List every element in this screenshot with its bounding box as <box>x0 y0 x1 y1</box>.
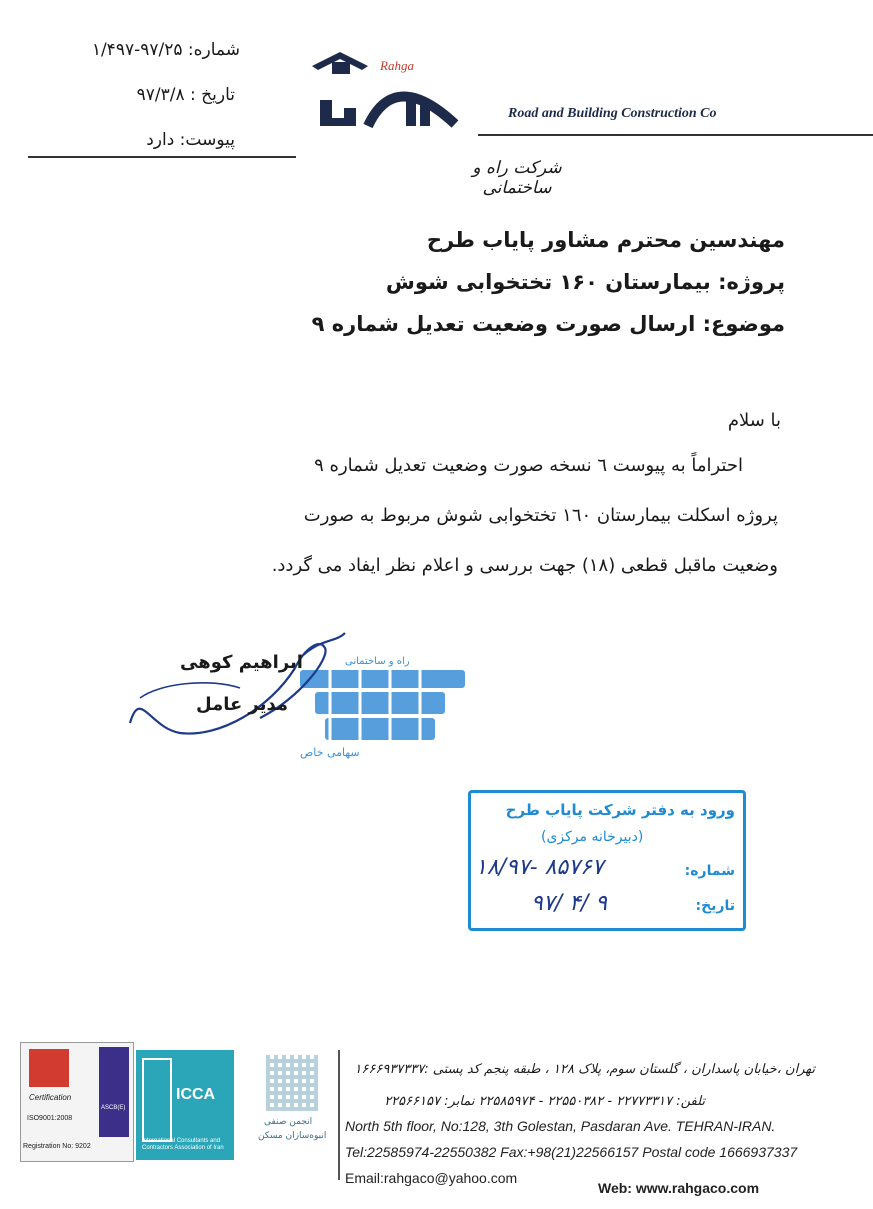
assoc-line-1: انجمن صنفی <box>264 1117 313 1127</box>
letter-attachment: پیوست: دارد <box>146 130 235 150</box>
receipt-stamp-title: ورود به دفتر شرکت پایاب طرح <box>505 801 735 819</box>
icca-caption: International Consultants and Contractors Association of Iran <box>142 1138 224 1151</box>
letter-number: شماره: ۹۷/۲۵-۱/۴۹۷ <box>91 40 240 60</box>
letter-date: تاریخ : ۹۷/۳/۸ <box>136 85 235 105</box>
body-line-1: احتراماً به پیوست ٦ نسخه صورت وضعیت تعدیل شماره ۹ <box>314 455 743 476</box>
seal-subtext: سهامی خاص <box>300 746 360 759</box>
meta-underline <box>28 156 296 158</box>
header-rule <box>478 134 873 136</box>
iso-label: ISO9001:2008 <box>27 1115 73 1122</box>
footer-divider <box>338 1050 340 1180</box>
cert-logo-block <box>29 1049 69 1087</box>
icca-tower-icon <box>142 1058 172 1142</box>
company-name-en: Road and Building Construction Co <box>508 106 717 121</box>
body-line-2: پروژه اسکلت بیمارستان ١٦٠ تختخوابی شوش مربوط به صورت <box>303 505 778 526</box>
greeting: با سلام <box>727 410 781 431</box>
cert-label: Certification <box>29 1093 72 1102</box>
recipient-heading: مهندسین محترم مشاور پایاب طرح <box>426 228 785 252</box>
body-line-3: وضعیت ماقبل قطعی (١٨) جهت بررسی و اعلام نظر ایفاد می گردد. <box>271 555 778 576</box>
seal-company-text: راه و ساختمانی <box>345 656 410 667</box>
receipt-date-value: ۹۷/ ۴/ ۹ <box>531 891 608 916</box>
assoc-line-2: انبوه‌سازان مسکن <box>258 1131 327 1141</box>
footer-web: Web: www.rahgaco.com <box>598 1180 760 1196</box>
project-heading: پروژه: بیمارستان ۱۶۰ تختخوابی شوش <box>385 270 785 294</box>
signer-title: مدیر عامل <box>196 694 289 715</box>
receipt-number-value: ۱۸/۹۷- ۸۵۷۶۷ <box>475 855 604 880</box>
subject-heading: موضوع: ارسال صورت وضعیت تعدیل شماره ۹ <box>311 312 785 336</box>
company-name-fa: شرکت راه و ساختمانی <box>472 158 562 198</box>
footer-phones-fa: تلفن: ۲۲۷۷۳۳۱۷ - ۲۲۵۵۰۳۸۲ - ۲۲۵۸۵۹۷۴ نمابر: ۲۲۵۶۶۱۵۷ <box>384 1094 705 1109</box>
receipt-number-label: شماره: <box>684 863 735 879</box>
handwritten-signature <box>120 628 350 743</box>
logo-wordmark: Rahga <box>380 58 414 73</box>
icca-badge <box>136 1050 234 1160</box>
registration-label: Registration No: 9202 <box>23 1143 91 1150</box>
housing-association-badge <box>256 1055 331 1155</box>
certification-badge <box>20 1042 134 1162</box>
footer-email: Email:rahgaco@yahoo.com <box>345 1170 518 1186</box>
icca-label: ICCA <box>176 1086 216 1103</box>
building-grid-icon <box>266 1055 318 1111</box>
receipt-stamp-subtitle: (دبیرخانه مرکزی) <box>541 829 644 845</box>
receipt-date-label: تاریخ: <box>695 898 735 914</box>
footer-address-en: North 5th floor, No:128, 3th Golestan, Pasdaran Ave. TEHRAN-IRAN. <box>345 1118 776 1134</box>
footer-address-fa: تهران ،خیابان پاسداران ، گلستان سوم، پلاک ۱۲۸ ، طبقه پنجم کد پستی :۱۶۶۶۹۳۷۳۳۷ <box>354 1062 815 1077</box>
ascb-badge: ASCB(E) <box>99 1047 129 1137</box>
receipt-stamp <box>468 790 746 931</box>
footer-phones-en: Tel:22585974-22550382 Fax:+98(21)22566157 Postal code 1666937337 <box>345 1144 798 1160</box>
signer-name: ابراهیم کوهی <box>180 652 303 673</box>
